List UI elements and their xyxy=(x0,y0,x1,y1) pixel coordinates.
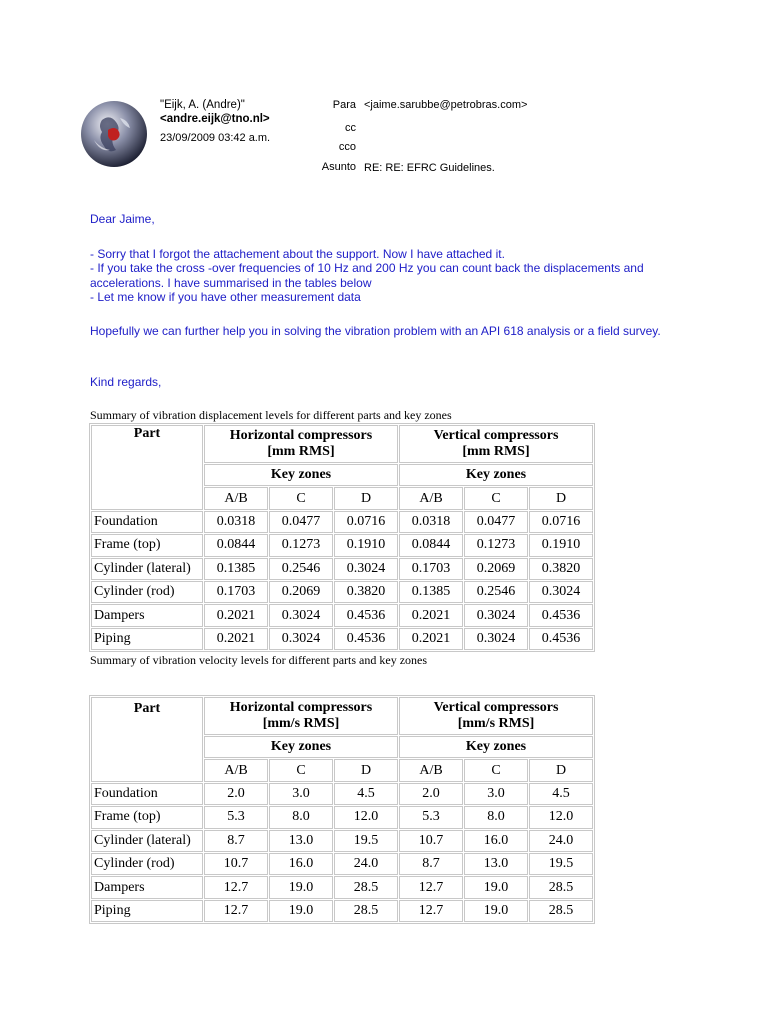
table-cell: 0.1910 xyxy=(529,534,593,556)
table-cell: 12.0 xyxy=(334,806,398,828)
closing-text: Hopefully we can further help you in solving the vibration problem with an API 618 analysis or a field survey. xyxy=(90,324,661,338)
group-title: Horizontal compressors xyxy=(229,428,373,443)
table-row xyxy=(91,806,593,828)
part-header: Part xyxy=(91,425,203,510)
velocity-table xyxy=(89,695,595,924)
table-cell: 0.0716 xyxy=(334,511,398,533)
table-cell: 0.1703 xyxy=(204,581,268,603)
table-cell: 0.3024 xyxy=(464,628,528,650)
group-header-horizontal xyxy=(204,425,398,463)
table-cell: 0.3024 xyxy=(464,604,528,626)
earth-globe-avatar xyxy=(80,100,148,168)
table-cell: 8.7 xyxy=(204,830,268,852)
row-label: Dampers xyxy=(91,876,203,898)
table-row xyxy=(91,534,593,556)
table-cell: 10.7 xyxy=(204,853,268,875)
to-label: Para xyxy=(332,99,356,111)
table-cell: 12.0 xyxy=(529,806,593,828)
table-cell: 0.0477 xyxy=(269,511,333,533)
subject-label: Asunto xyxy=(321,161,356,173)
table-cell: 0.4536 xyxy=(334,628,398,650)
table-cell: 0.0716 xyxy=(529,511,593,533)
table-row xyxy=(91,558,593,580)
table-row xyxy=(91,830,593,852)
cc-label: cc xyxy=(345,122,356,134)
table-cell: 12.7 xyxy=(399,876,463,898)
message-line: - If you take the cross -over frequencies of 10 Hz and 200 Hz you can count back the displacements and accelerations. I have summarised in the tables below xyxy=(90,261,644,290)
zone-header: A/B xyxy=(204,487,268,509)
group-unit: [mm/s RMS] xyxy=(457,716,535,731)
greeting-text: Dear Jaime, xyxy=(90,212,155,226)
table-row xyxy=(91,628,593,650)
key-zones-header: Key zones xyxy=(399,736,593,758)
table-cell: 0.3024 xyxy=(334,558,398,580)
table-cell: 19.0 xyxy=(269,876,333,898)
row-label: Foundation xyxy=(91,783,203,805)
table-cell: 0.0477 xyxy=(464,511,528,533)
table-row xyxy=(91,511,593,533)
sender-email[interactable]: <andre.eijk@tno.nl> xyxy=(160,113,270,125)
table-cell: 0.3820 xyxy=(529,558,593,580)
greeting xyxy=(90,212,690,226)
table-row xyxy=(91,581,593,603)
table-cell: 19.5 xyxy=(529,853,593,875)
signoff xyxy=(90,375,690,389)
table-cell: 19.5 xyxy=(334,830,398,852)
table-cell: 16.0 xyxy=(269,853,333,875)
table-cell: 5.3 xyxy=(204,806,268,828)
row-label: Cylinder (lateral) xyxy=(91,830,203,852)
row-label: Piping xyxy=(91,628,203,650)
row-label: Foundation xyxy=(91,511,203,533)
table-cell: 0.2021 xyxy=(204,604,268,626)
zone-header: A/B xyxy=(399,759,463,781)
table-cell: 0.2021 xyxy=(399,628,463,650)
table-cell: 4.5 xyxy=(334,783,398,805)
table-cell: 0.2021 xyxy=(204,628,268,650)
zone-header: C xyxy=(269,487,333,509)
message-lines xyxy=(90,247,680,305)
table-cell: 0.2546 xyxy=(464,581,528,603)
table-cell: 24.0 xyxy=(529,830,593,852)
table-cell: 3.0 xyxy=(464,783,528,805)
table-cell: 12.7 xyxy=(204,900,268,922)
table-cell: 2.0 xyxy=(399,783,463,805)
table-cell: 0.4536 xyxy=(334,604,398,626)
sender-name: "Eijk, A. (Andre)" xyxy=(160,99,245,111)
table-cell: 0.4536 xyxy=(529,604,593,626)
bcc-label: cco xyxy=(338,141,356,153)
table-cell: 19.0 xyxy=(269,900,333,922)
table-row xyxy=(91,853,593,875)
table-cell: 5.3 xyxy=(399,806,463,828)
group-title: Vertical compressors xyxy=(433,428,559,443)
table-cell: 0.3820 xyxy=(334,581,398,603)
table-cell: 28.5 xyxy=(334,876,398,898)
subject-value: RE: RE: EFRC Guidelines. xyxy=(364,162,495,174)
part-header: Part xyxy=(91,697,203,782)
table-row xyxy=(91,783,593,805)
row-label: Piping xyxy=(91,900,203,922)
table-row xyxy=(91,900,593,922)
table2-caption: Summary of vibration velocity levels for different parts and key zones xyxy=(90,653,428,667)
zone-header: A/B xyxy=(399,487,463,509)
table-cell: 0.4536 xyxy=(529,628,593,650)
closing-paragraph xyxy=(90,324,665,338)
zone-header: A/B xyxy=(204,759,268,781)
signoff-text: Kind regards, xyxy=(90,375,162,389)
row-label: Cylinder (rod) xyxy=(91,581,203,603)
group-title: Horizontal compressors xyxy=(229,700,373,715)
table-cell: 8.0 xyxy=(269,806,333,828)
zone-header: C xyxy=(464,487,528,509)
group-unit: [mm RMS] xyxy=(462,444,530,459)
key-zones-header: Key zones xyxy=(204,464,398,486)
row-label: Frame (top) xyxy=(91,806,203,828)
zone-header: C xyxy=(269,759,333,781)
table-cell: 19.0 xyxy=(464,876,528,898)
table-cell: 24.0 xyxy=(334,853,398,875)
table-cell: 28.5 xyxy=(529,900,593,922)
email-header xyxy=(0,0,768,190)
table-cell: 8.7 xyxy=(399,853,463,875)
table-cell: 0.2069 xyxy=(464,558,528,580)
table-cell: 0.3024 xyxy=(529,581,593,603)
table-cell: 4.5 xyxy=(529,783,593,805)
table-cell: 0.2546 xyxy=(269,558,333,580)
table-cell: 28.5 xyxy=(334,900,398,922)
table-cell: 2.0 xyxy=(204,783,268,805)
zone-header: D xyxy=(334,759,398,781)
message-line: - Let me know if you have other measurement data xyxy=(90,290,361,305)
row-label: Cylinder (lateral) xyxy=(91,558,203,580)
group-header-vertical xyxy=(399,425,593,463)
table-row xyxy=(91,876,593,898)
table-cell: 0.0318 xyxy=(399,511,463,533)
row-label: Frame (top) xyxy=(91,534,203,556)
zone-header: D xyxy=(529,487,593,509)
table-cell: 12.7 xyxy=(399,900,463,922)
displacement-table xyxy=(89,423,595,652)
table-cell: 0.1385 xyxy=(204,558,268,580)
table-cell: 13.0 xyxy=(464,853,528,875)
table-cell: 28.5 xyxy=(529,876,593,898)
row-label: Dampers xyxy=(91,604,203,626)
table-cell: 12.7 xyxy=(204,876,268,898)
table-cell: 10.7 xyxy=(399,830,463,852)
sent-date: 23/09/2009 03:42 a.m. xyxy=(160,132,271,144)
row-label: Cylinder (rod) xyxy=(91,853,203,875)
table-cell: 16.0 xyxy=(464,830,528,852)
group-unit: [mm RMS] xyxy=(267,444,335,459)
table-body xyxy=(91,511,593,650)
zone-header: C xyxy=(464,759,528,781)
group-header-vertical xyxy=(399,697,593,735)
table-cell: 0.3024 xyxy=(269,628,333,650)
table-cell: 0.3024 xyxy=(269,604,333,626)
table1-caption: Summary of vibration displacement levels for different parts and key zones xyxy=(90,408,452,422)
table-cell: 13.0 xyxy=(269,830,333,852)
key-zones-header: Key zones xyxy=(399,464,593,486)
message-line: - Sorry that I forgot the attachement about the support. Now I have attached it. xyxy=(90,247,505,261)
table-cell: 0.2069 xyxy=(269,581,333,603)
table-cell: 0.1273 xyxy=(269,534,333,556)
table-cell: 0.2021 xyxy=(399,604,463,626)
table-cell: 0.1703 xyxy=(399,558,463,580)
group-unit: [mm/s RMS] xyxy=(262,716,340,731)
table-cell: 19.0 xyxy=(464,900,528,922)
table-cell: 0.0318 xyxy=(204,511,268,533)
table-row xyxy=(91,604,593,626)
group-title: Vertical compressors xyxy=(433,700,559,715)
table-cell: 8.0 xyxy=(464,806,528,828)
table-cell: 0.1273 xyxy=(464,534,528,556)
to-value[interactable]: <jaime.sarubbe@petrobras.com> xyxy=(364,99,528,111)
table-cell: 0.1910 xyxy=(334,534,398,556)
table-cell: 3.0 xyxy=(269,783,333,805)
zone-header: D xyxy=(334,487,398,509)
group-header-horizontal xyxy=(204,697,398,735)
table-body xyxy=(91,783,593,922)
table-cell: 0.1385 xyxy=(399,581,463,603)
table-cell: 0.0844 xyxy=(399,534,463,556)
table-cell: 0.0844 xyxy=(204,534,268,556)
key-zones-header: Key zones xyxy=(204,736,398,758)
zone-header: D xyxy=(529,759,593,781)
